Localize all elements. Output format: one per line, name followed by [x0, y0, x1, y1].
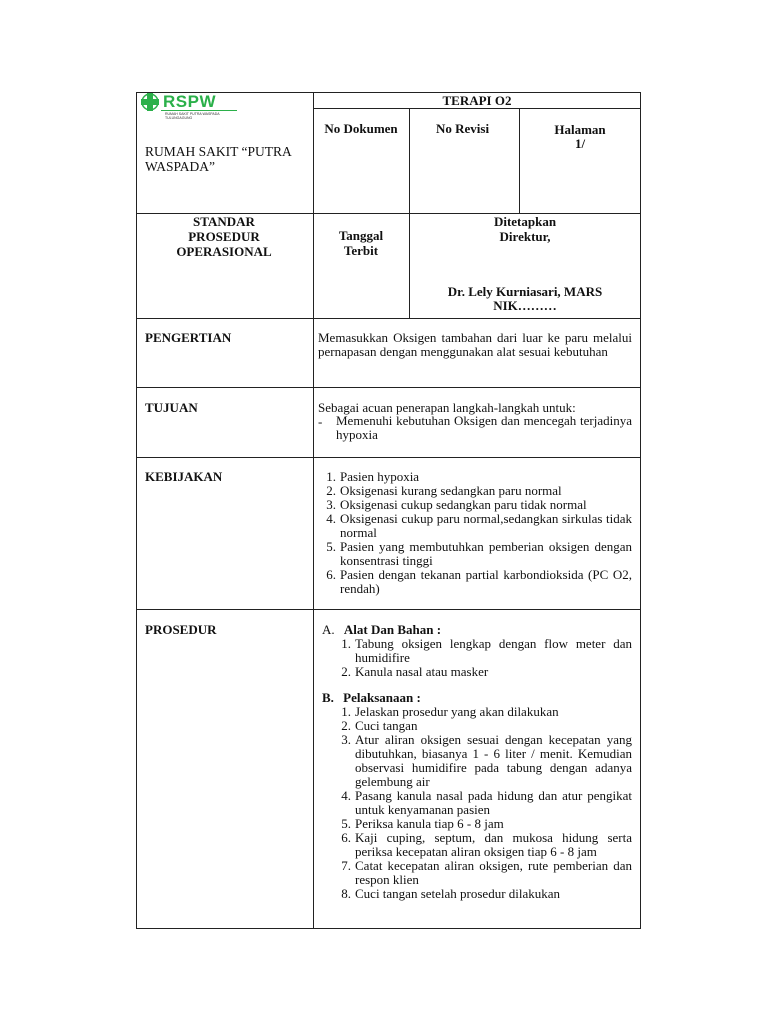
tujuan-item-text: Memenuhi kebutuhan Oksigen dan mencegah terjadinya hypoxia — [336, 413, 632, 442]
no-dokumen-label: No Dokumen — [324, 121, 398, 136]
tujuan-label: TUJUAN — [145, 400, 198, 415]
pengertian-text: Memasukkan Oksigen tambahan dari luar ke paru melalui pernapasan dengan menggunakan alat sesuai kebutuhan — [318, 330, 632, 359]
section-a-list — [333, 637, 632, 679]
kebijakan-label: KEBIJAKAN — [145, 469, 223, 484]
list-item: 1. Tabung oksigen lengkap dengan flow meter dan humidifire — [341, 636, 632, 665]
tujuan-intro: Sebagai acuan penerapan langkah-langkah untuk: — [318, 400, 576, 415]
section-b-letter: B. — [322, 690, 334, 705]
list-item: 6. Pasien dengan tekanan partial karbondioksida (PC O2, rendah) — [326, 567, 632, 596]
list-item: 1. Pasien hypoxia — [326, 469, 420, 484]
section-a-heading — [322, 622, 632, 637]
list-item: 1. Jelaskan prosedur yang akan dilakukan — [341, 704, 559, 719]
divider — [136, 318, 641, 319]
hospital-name: RUMAH SAKIT “PUTRA WASPADA” — [145, 144, 292, 174]
logo-subtitle: RUMAH SAKIT PUTRA WASPADA TULUNGAGUNG — [165, 112, 220, 120]
list-item: 5. Periksa kanula tiap 6 - 8 jam — [341, 816, 504, 831]
direktur-label: Direktur, — [499, 229, 551, 244]
halaman-value: 1/ — [574, 136, 586, 151]
hospital-logo — [141, 91, 241, 121]
logo-text: RSPW — [163, 92, 216, 111]
tanggal-terbit-label: Tanggal Terbit — [338, 228, 384, 258]
dash-marker: - — [318, 414, 323, 429]
sop-label: STANDAR PROSEDUR OPERASIONAL — [176, 214, 272, 259]
no-revisi-label: No Revisi — [436, 121, 490, 136]
list-item: 4. Pasang kanula nasal pada hidung dan atur pengikat untuk kenyamanan pasien — [341, 788, 632, 817]
list-item: 5. Pasien yang membutuhkan pemberian oksigen dengan konsentrasi tinggi — [326, 539, 632, 568]
section-b-heading — [322, 690, 632, 705]
list-item: 7. Catat kecepatan aliran oksigen, rute pemberian dan respon klien — [341, 858, 632, 887]
list-item: 4. Oksigenasi cukup paru normal,sedangkan sirkulas tidak normal — [326, 511, 632, 540]
ditetapkan-label: Ditetapkan — [493, 214, 557, 229]
divider — [136, 387, 641, 388]
list-item: 3. Atur aliran oksigen sesuai dengan kecepatan yang dibutuhkan, biasanya 1 - 6 liter / menit. Kemudian observasi humidifire pada tabung dengan adanya gelembung air — [341, 732, 632, 789]
divider — [313, 92, 314, 929]
list-item: 3. Oksigenasi cukup sedangkan paru tidak normal — [326, 497, 587, 512]
list-item: 2. Kanula nasal atau masker — [341, 664, 489, 679]
section-b-list — [333, 705, 632, 901]
divider — [136, 609, 641, 610]
signatory-name: Dr. Lely Kurniasari, MARS — [447, 284, 603, 299]
section-b-title: Pelaksanaan : — [343, 690, 421, 705]
divider — [136, 457, 641, 458]
tujuan-item — [318, 414, 632, 442]
section-a-title: Alat Dan Bahan : — [343, 622, 442, 637]
halaman-label: Halaman — [554, 122, 606, 137]
list-item: 8. Cuci tangan setelah prosedur dilakukan — [341, 886, 561, 901]
list-item: 6. Kaji cuping, septum, dan mukosa hidung serta periksa kecepatan aliran oksigen tiap 6 - 8 jam — [341, 830, 632, 859]
divider — [313, 108, 641, 109]
signatory-nik: NIK……… — [493, 298, 557, 313]
list-item: 2. Oksigenasi kurang sedangkan paru normal — [326, 483, 562, 498]
prosedur-label: PROSEDUR — [145, 622, 217, 637]
doc-title: TERAPI O2 — [442, 93, 512, 108]
kebijakan-list — [318, 470, 632, 596]
pengertian-label: PENGERTIAN — [145, 330, 232, 345]
list-item: 2. Cuci tangan — [341, 718, 418, 733]
section-a-letter: A. — [322, 622, 335, 637]
